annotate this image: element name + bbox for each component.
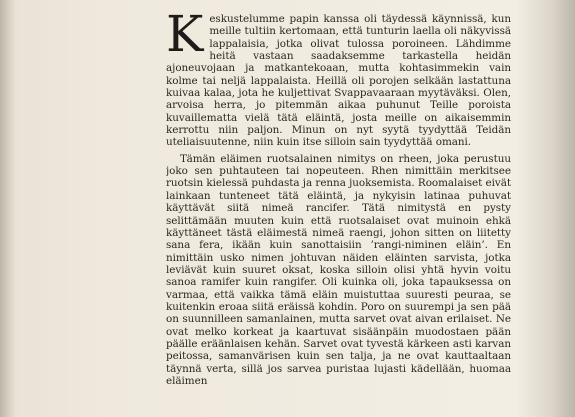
paragraph-2-text: Tämän eläimen ruotsalainen nimitys on rheen, joka perustuu joko sen puhtauteen tai nopeuteen. Rhen nimittäin merkitsee ruotsin kielessä puhdasta ja renna juoksemista. Roomalaiset eivät lainkaan tunteneet tätä eläintä, ja nykyisin latinaa puhuvat käyttävät siitä nimeä rancifer. Tätä nimitystä en pysty selittämään muuten kuin että ruotsalaiset ovat muinoin ehkä käyttäneet tästä eläimestä nimeä raengi, johon sitten on liitetty sana fera, ikään kuin sanottaisiin ’rangi-niminen eläin’. En nimittäin usko nimen johtuvan näiden eläinten sarvista, jotka leviävät kuin suuret oksat, koska silloin olisi yhtä hyvin voitu sanoa ramifer kuin rangifer. Oli kuinka oli, joka tapauksessa on varmaa, että vaikka tämä eläin muistuttaa suuresti peuraa, se kuitenkin eroaa siitä eräissä kohdin. Poro on suurempi ja sen pää on suunnilleen samanlainen, mutta sarvet ovat aivan erilaiset. Ne ovat melko korkeat ja kaartuvat sisäänpäin muodostaen pään päälle eräänlaisen kehän. Sarvet ovat tyvestä kärkeen asti karvan peitossa, samanvärisen kuin sen talja, ja ne ovat kauttaaltaan täynnä verta, sillä jos sarvea puristaa lujasti kädellään, huomaa eläimen	[166, 152, 511, 387]
page-edge-shadow	[515, 0, 575, 417]
drop-cap: K	[166, 13, 204, 63]
paragraph-1	[166, 13, 511, 149]
page-gutter-shadow	[0, 0, 16, 417]
paragraph-1-text: eskustelumme papin kanssa oli täydessä käynnissä, kun meille tultiin kertomaan, että tunturin laella oli näkyvissä lappalaisia, jotka olivat tulossa poroineen. Lähdimme heitä vastaan saadaksemme tarkastella heidän ajoneuvojaan ja matkantekoaan, mutta kohtasimmekin vain kolme tai neljä lappalaista. Heillä oli porojen selkään lastattuna kuivaa kalaa, jota he kuljettivat Svappavaaraan myytäväksi. Olen, arvoisa herra, jo pitemmän aikaa puhunut Teille poroista kuvaillematta vielä tätä eläintä, josta meille on aikaisemmin kerrottu niin paljon. Minun on nyt syytä tyydyttää Teidän uteliaisuutenne, niin kuin itse silloin sain tyydyttää omani.	[166, 13, 511, 149]
paragraph-2	[166, 153, 511, 388]
text-column	[166, 13, 511, 417]
